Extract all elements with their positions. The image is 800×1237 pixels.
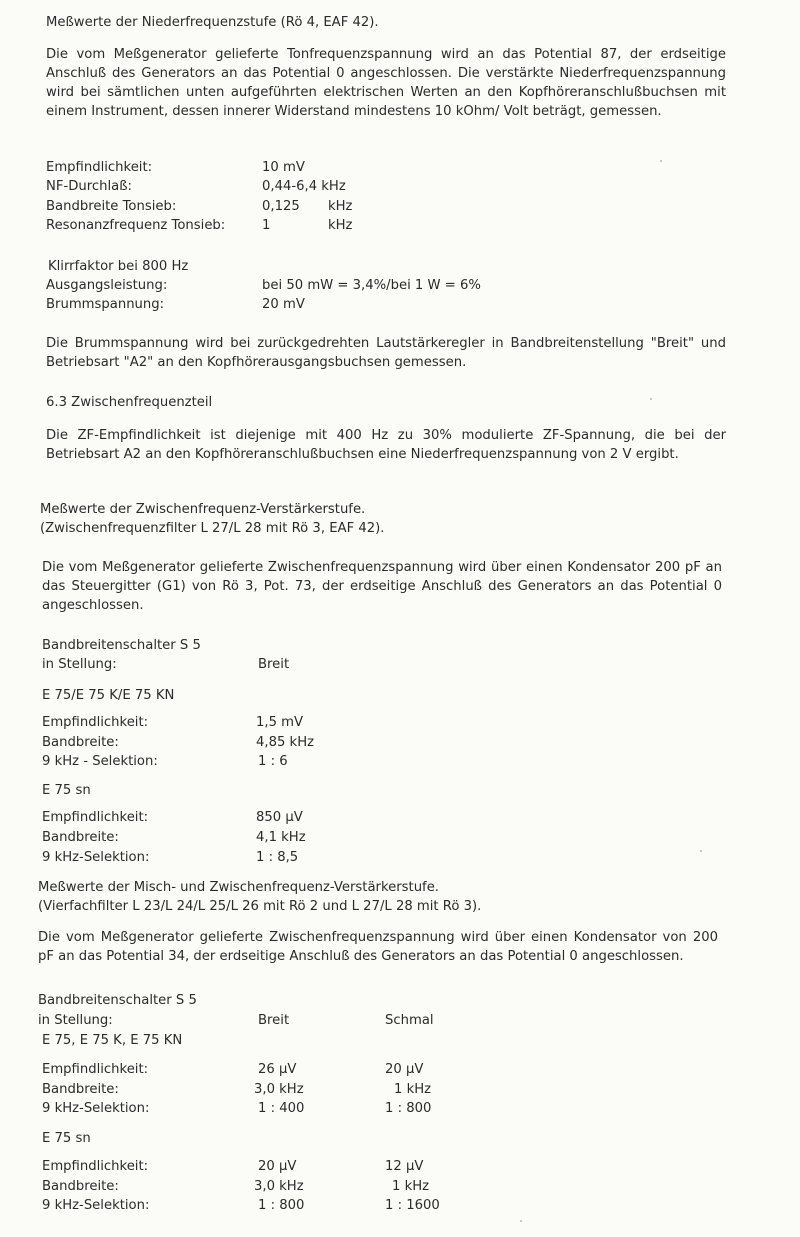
label-empfindlichkeit: Empfindlichkeit: (42, 1159, 149, 1174)
section-heading-zf: 6.3 Zwischenfrequenzteil (46, 395, 213, 410)
switch-position-label: in Stellung: (42, 657, 117, 672)
value-empfindlichkeit: 1,5 mV (256, 715, 304, 730)
value-bandbreite-tonsieb: 0,125 (262, 199, 300, 214)
label-bandbreite: Bandbreite: (42, 1082, 119, 1097)
section-heading-nf: Meßwerte der Niederfrequenzstufe (Rö 4, EAF 42). (46, 15, 379, 30)
group-title-e75: E 75/E 75 K/E 75 KN (42, 688, 175, 703)
label-bandbreite: Bandbreite: (42, 830, 119, 845)
label-selektion: 9 kHz-Selektion: (42, 850, 150, 865)
label-resonanzfrequenz: Resonanzfrequenz Tonsieb: (46, 218, 226, 233)
paragraph-zf-stufe-intro: Die vom Meßgenerator gelieferte Zwischenfrequenzspannung wird über einen Kondensator 200 pF an das Steuergitter (G1) von Rö 3, Pot. 73, der erdseitige Anschluß des Generators an das Potential 0 angeschlossen. (42, 560, 722, 613)
value-selektion: 1 : 6 (258, 754, 288, 769)
label-ausgangsleistung: Ausgangsleistung: (46, 278, 168, 293)
value-resonanzfrequenz: 1 (262, 218, 271, 233)
label-empfindlichkeit: Empfindlichkeit: (42, 1062, 149, 1077)
paragraph-misch-intro: Die vom Meßgenerator gelieferte Zwischenfrequenzspannung wird über einen Kondensator von 200 pF an das Potential 34, der erdseitige Anschluß des Generators an das Potential 0 angeschlossen. (38, 930, 718, 964)
switch-position-label: in Stellung: (38, 1013, 113, 1028)
scan-speck (520, 1220, 522, 1222)
value-bandbreite: 4,1 kHz (256, 830, 306, 845)
value-breit: 3,0 kHz (254, 1179, 304, 1194)
value-schmal: 1 kHz (392, 1179, 430, 1194)
paragraph-brumm-note: Die Brummspannung wird bei zurückgedrehten Lautstärkeregler in Bandbreitenstellung "Breit" und Betriebsart "A2" an den Kopfhörerausgangsbuchsen gemessen. (46, 336, 726, 370)
group-title-e75sn: E 75 sn (42, 783, 91, 798)
value-bandbreite: 4,85 kHz (256, 735, 315, 750)
klirrfaktor-title: Klirrfaktor bei 800 Hz (48, 259, 189, 274)
unit-bandbreite-tonsieb: kHz (328, 199, 353, 214)
label-selektion: 9 kHz-Selektion: (42, 1101, 150, 1116)
group-title-e75sn: E 75 sn (42, 1131, 91, 1146)
value-nf-durchlass: 0,44-6,4 kHz (262, 179, 346, 194)
value-breit: 26 µV (258, 1062, 297, 1077)
section-subheading-zf-stufe: (Zwischenfrequenzfilter L 27/L 28 mit Rö 3, EAF 42). (40, 521, 385, 536)
column-header-breit: Breit (258, 1013, 290, 1028)
value-empfindlichkeit: 10 mV (262, 160, 305, 175)
scan-speck (660, 160, 662, 162)
value-schmal: 1 : 1600 (385, 1198, 440, 1213)
value-schmal: 20 µV (385, 1062, 424, 1077)
switch-label: Bandbreitenschalter S 5 (38, 993, 197, 1008)
section-subheading-misch: (Vierfachfilter L 23/L 24/L 25/L 26 mit Rö 2 und L 27/L 28 mit Rö 3). (38, 899, 482, 914)
switch-label: Bandbreitenschalter S 5 (42, 638, 201, 653)
label-empfindlichkeit: Empfindlichkeit: (42, 715, 149, 730)
label-bandbreite: Bandbreite: (42, 735, 119, 750)
label-bandbreite: Bandbreite: (42, 1179, 119, 1194)
scan-speck (700, 850, 702, 852)
group-title-e75: E 75, E 75 K, E 75 KN (42, 1033, 183, 1048)
value-breit: 3,0 kHz (254, 1082, 304, 1097)
value-empfindlichkeit: 850 µV (256, 810, 303, 825)
label-brummspannung: Brummspannung: (46, 297, 165, 312)
section-heading-misch: Meßwerte der Misch- und Zwischenfrequenz-Verstärkerstufe. (38, 880, 439, 895)
paragraph-nf-intro: Die vom Meßgenerator gelieferte Tonfrequenzspannung wird an das Potential 87, der erdseitige Anschluß des Generators an das Potential 0 angeschlossen. Die verstärkte Niederfrequenzspannung wird bei sämtlichen unten aufgeführten elektrischen Werten an den Kopfhöreranschlußbuchsen mit einem Instrument, dessen innerer Widerstand mindestens 10 kOhm/ Volt beträgt, gemessen. (46, 47, 726, 119)
value-schmal: 12 µV (385, 1159, 424, 1174)
value-ausgangsleistung: bei 50 mW = 3,4%/bei 1 W = 6% (262, 278, 481, 293)
value-breit: 1 : 400 (258, 1101, 305, 1116)
label-selektion: 9 kHz - Selektion: (42, 754, 158, 769)
label-empfindlichkeit: Empfindlichkeit: (46, 160, 153, 175)
label-selektion: 9 kHz-Selektion: (42, 1198, 150, 1213)
label-empfindlichkeit: Empfindlichkeit: (42, 810, 149, 825)
paragraph-zf-intro: Die ZF-Empfindlichkeit ist diejenige mit 400 Hz zu 30% modulierte ZF-Spannung, die bei der Betriebsart A2 an den Kopfhöreranschlußbuchsen eine Niederfrequenzspannung von 2 V ergibt. (46, 428, 726, 462)
switch-position-value: Breit (258, 657, 290, 672)
section-heading-zf-stufe: Meßwerte der Zwischenfrequenz-Verstärkerstufe. (40, 502, 366, 517)
value-brummspannung: 20 mV (262, 297, 305, 312)
column-header-schmal: Schmal (385, 1013, 434, 1028)
label-nf-durchlass: NF-Durchlaß: (46, 179, 132, 194)
scan-speck (650, 398, 652, 400)
value-schmal: 1 kHz (394, 1082, 432, 1097)
value-selektion: 1 : 8,5 (256, 850, 299, 865)
value-breit: 1 : 800 (258, 1198, 305, 1213)
value-schmal: 1 : 800 (385, 1101, 432, 1116)
unit-resonanzfrequenz: kHz (328, 218, 353, 233)
label-bandbreite-tonsieb: Bandbreite Tonsieb: (46, 199, 177, 214)
value-breit: 20 µV (258, 1159, 297, 1174)
